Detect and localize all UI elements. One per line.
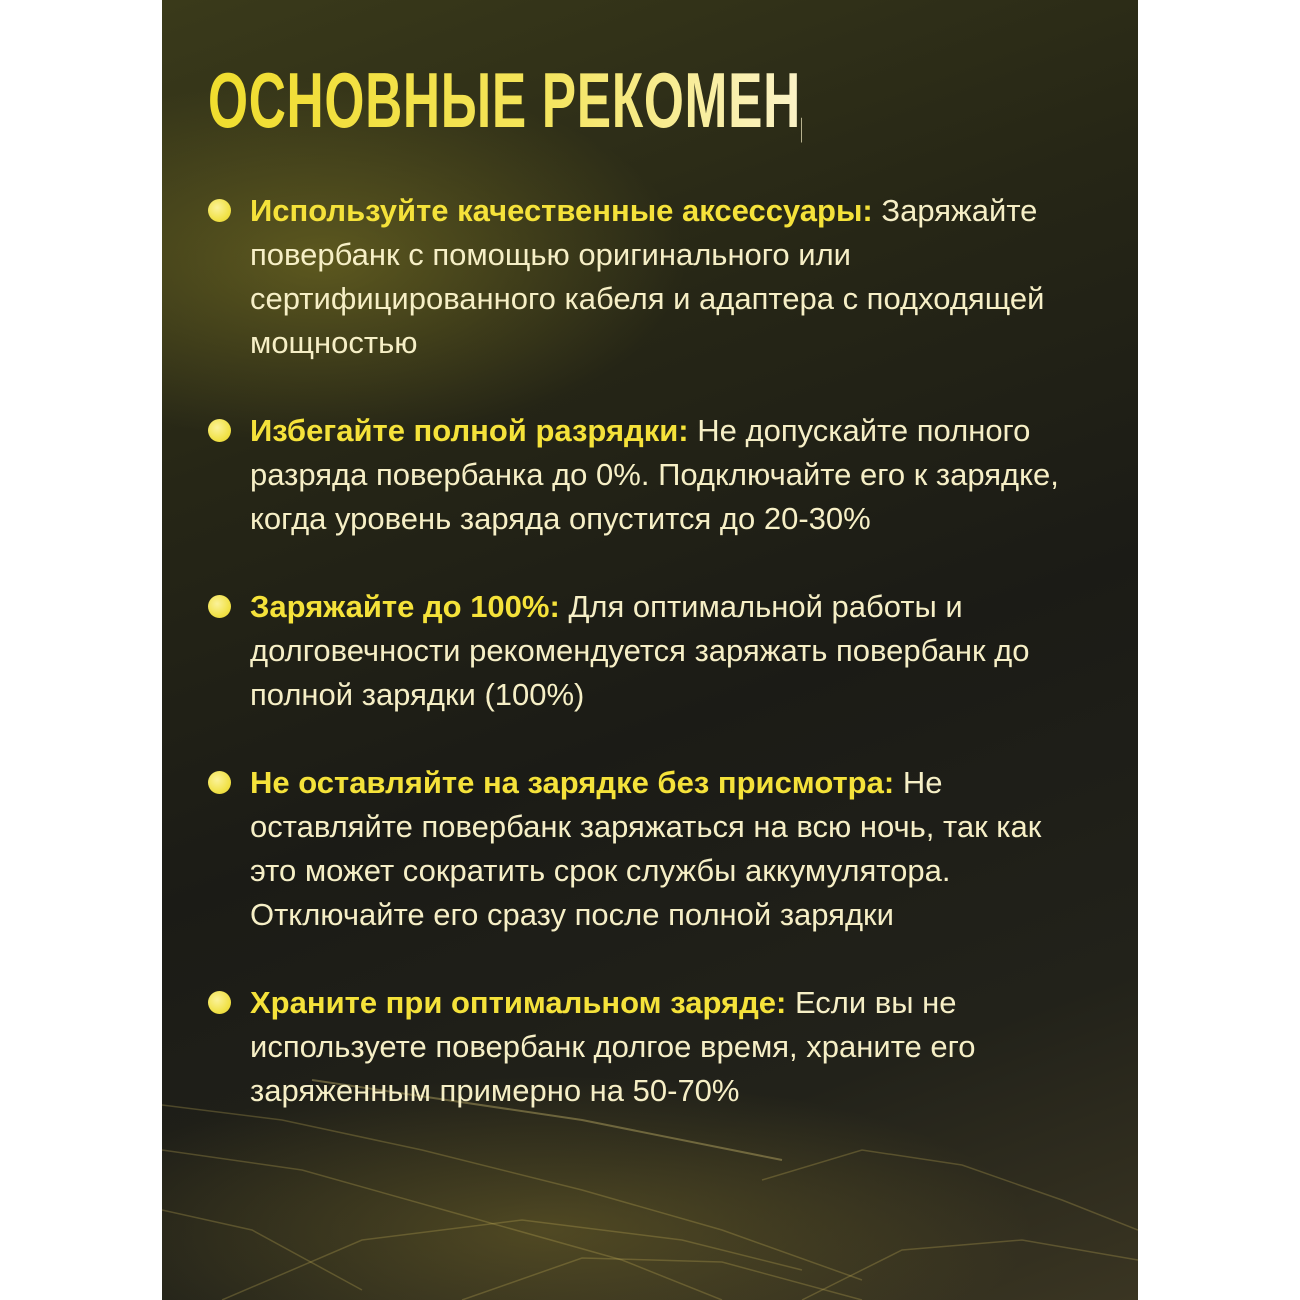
bullet-dot-icon (208, 419, 231, 442)
item-text: Если вы не используете повербанк долгое время, храните его заряженным примерно на 50-70% (250, 985, 976, 1108)
item-text: Не оставляйте повербанк заряжаться на всю ночь, так как это может сократить срок службы аккумулятора. Отключайте его сразу после полной зарядки (250, 765, 1042, 932)
bullet-dot-icon (208, 771, 231, 794)
list-item (208, 585, 1088, 717)
item-text: Не допускайте полного разряда повербанка до 0%. Подключайте его к зарядке, когда уровень заряда опустится до 20-30% (250, 413, 1059, 536)
item-heading: Избегайте полной разрядки: (250, 413, 689, 448)
list-item (208, 189, 1088, 365)
bullet-dot-icon (208, 991, 231, 1014)
item-text: Заряжайте повербанк с помощью оригинального или сертифицированного кабеля и адаптера с подходящей мощностью (250, 193, 1045, 360)
bullet-dot-icon (208, 199, 231, 222)
list-item (208, 981, 1088, 1113)
bullet-dot-icon (208, 595, 231, 618)
item-heading: Храните при оптимальном заряде: (250, 985, 787, 1020)
list-item (208, 409, 1088, 541)
item-heading: Заряжайте до 100%: (250, 589, 560, 624)
recommendations-list (208, 189, 1088, 1113)
item-text: Для оптимальной работы и долговечности рекомендуется заряжать повербанк до полной зарядки (100%) (250, 589, 1030, 712)
list-item (208, 761, 1088, 937)
item-heading: Используйте качественные аксессуары: (250, 193, 873, 228)
page-title: ОСНОВНЫЕ РЕКОМЕНДАЦИИ (208, 52, 802, 148)
poster-panel (162, 0, 1138, 1300)
item-heading: Не оставляйте на зарядке без присмотра: (250, 765, 895, 800)
